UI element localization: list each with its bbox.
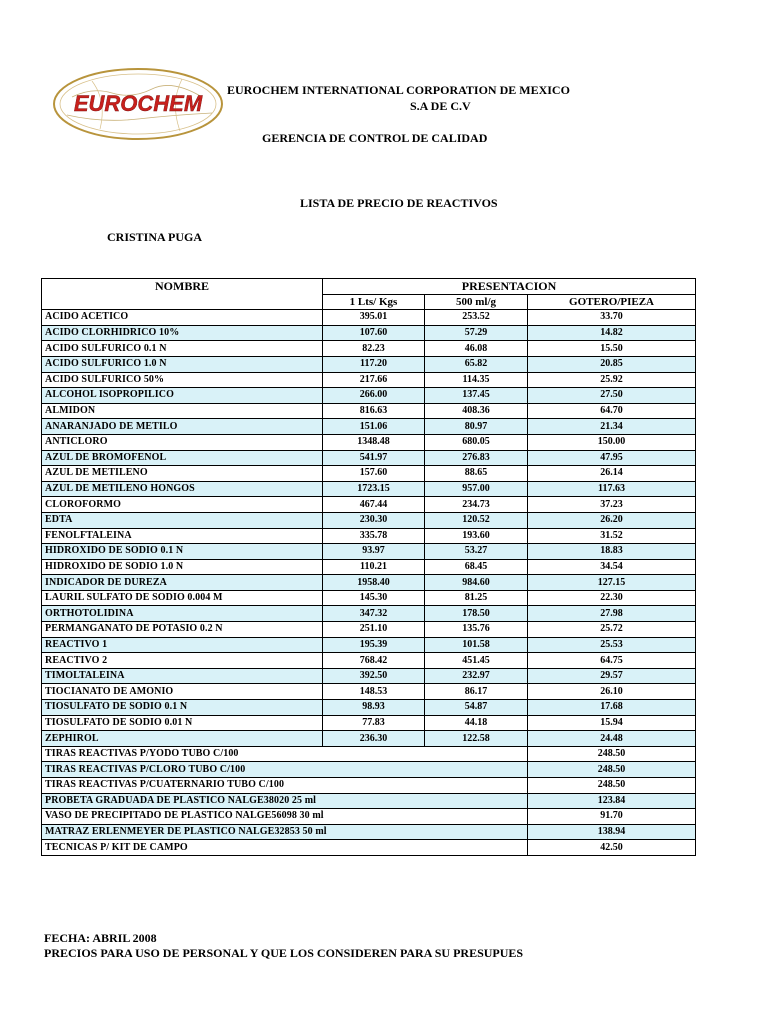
product-name: ALCOHOL ISOPROPILICO — [42, 388, 323, 404]
price-500: 122.58 — [425, 731, 528, 747]
price-1l: 151.06 — [323, 419, 425, 435]
price-500: 234.73 — [425, 497, 528, 513]
price-gotero: 34.54 — [528, 559, 696, 575]
table-row — [42, 466, 696, 482]
table-row — [42, 310, 696, 326]
price-gotero: 127.15 — [528, 575, 696, 591]
product-name: PERMANGANATO DE POTASIO 0.2 N — [42, 622, 323, 638]
price-500: 957.00 — [425, 481, 528, 497]
price-gotero: 26.20 — [528, 512, 696, 528]
eurochem-logo — [52, 67, 224, 141]
price-1l: 768.42 — [323, 653, 425, 669]
price-500: 86.17 — [425, 684, 528, 700]
price-500: 137.45 — [425, 388, 528, 404]
price-500: 114.35 — [425, 372, 528, 388]
price-gotero: 64.70 — [528, 403, 696, 419]
table-row — [42, 809, 696, 825]
product-name: TIOSULFATO DE SODIO 0.1 N — [42, 700, 323, 716]
price-1l: 1348.48 — [323, 434, 425, 450]
header-nombre: NOMBRE — [42, 279, 323, 310]
table-row — [42, 778, 696, 794]
product-name: AZUL DE BROMOFENOL — [42, 450, 323, 466]
table-row — [42, 824, 696, 840]
table-row — [42, 356, 696, 372]
price-500: 120.52 — [425, 512, 528, 528]
table-row — [42, 450, 696, 466]
price-pieza: 138.94 — [528, 824, 696, 840]
company-name: EUROCHEM INTERNATIONAL CORPORATION DE MEXICO — [227, 83, 570, 97]
price-1l: 117.20 — [323, 356, 425, 372]
price-gotero: 37.23 — [528, 497, 696, 513]
price-500: 408.36 — [425, 403, 528, 419]
price-500: 53.27 — [425, 544, 528, 560]
table-row — [42, 512, 696, 528]
product-name: PROBETA GRADUADA DE PLASTICO NALGE38020 25 ml — [42, 793, 528, 809]
table-row — [42, 840, 696, 856]
price-500: 80.97 — [425, 419, 528, 435]
price-1l: 467.44 — [323, 497, 425, 513]
product-name: HIDROXIDO DE SODIO 0.1 N — [42, 544, 323, 560]
price-500: 984.60 — [425, 575, 528, 591]
product-name: EDTA — [42, 512, 323, 528]
product-name: ACIDO SULFURICO 1.0 N — [42, 356, 323, 372]
product-name: ANARANJADO DE METILO — [42, 419, 323, 435]
product-name: HIDROXIDO DE SODIO 1.0 N — [42, 559, 323, 575]
table-row — [42, 793, 696, 809]
price-gotero: 21.34 — [528, 419, 696, 435]
price-gotero: 17.68 — [528, 700, 696, 716]
price-gotero: 24.48 — [528, 731, 696, 747]
table-row — [42, 731, 696, 747]
table-row — [42, 746, 696, 762]
price-1l: 1958.40 — [323, 575, 425, 591]
header-presentacion: PRESENTACION — [323, 279, 696, 295]
price-gotero: 14.82 — [528, 325, 696, 341]
table-row — [42, 419, 696, 435]
price-1l: 266.00 — [323, 388, 425, 404]
product-name: TIRAS REACTIVAS P/YODO TUBO C/100 — [42, 746, 528, 762]
table-row — [42, 622, 696, 638]
price-1l: 541.97 — [323, 450, 425, 466]
table-row — [42, 559, 696, 575]
table-row — [42, 606, 696, 622]
price-1l: 816.63 — [323, 403, 425, 419]
table-row — [42, 653, 696, 669]
price-gotero: 22.30 — [528, 590, 696, 606]
price-1l: 392.50 — [323, 668, 425, 684]
product-name: TIOSULFATO DE SODIO 0.01 N — [42, 715, 323, 731]
price-1l: 157.60 — [323, 466, 425, 482]
product-name: ACIDO CLORHIDRICO 10% — [42, 325, 323, 341]
price-gotero: 117.63 — [528, 481, 696, 497]
price-gotero: 25.72 — [528, 622, 696, 638]
table-row — [42, 341, 696, 357]
footer-note: PRECIOS PARA USO DE PERSONAL Y QUE LOS CONSIDEREN PARA SU PRESUPUES — [44, 946, 524, 960]
price-gotero: 64.75 — [528, 653, 696, 669]
table-row — [42, 481, 696, 497]
price-gotero: 18.83 — [528, 544, 696, 560]
table-row — [42, 434, 696, 450]
contact-person: CRISTINA PUGA — [107, 230, 203, 244]
price-gotero: 15.94 — [528, 715, 696, 731]
logo-text: EUROCHEM — [73, 91, 203, 116]
price-500: 65.82 — [425, 356, 528, 372]
price-gotero: 25.92 — [528, 372, 696, 388]
product-name: ACIDO SULFURICO 0.1 N — [42, 341, 323, 357]
product-name: CLOROFORMO — [42, 497, 323, 513]
table-row — [42, 388, 696, 404]
table-row — [42, 497, 696, 513]
table-row — [42, 684, 696, 700]
price-500: 193.60 — [425, 528, 528, 544]
price-500: 68.45 — [425, 559, 528, 575]
product-name: MATRAZ ERLENMEYER DE PLASTICO NALGE32853 50 ml — [42, 824, 528, 840]
price-500: 101.58 — [425, 637, 528, 653]
product-name: VASO DE PRECIPITADO DE PLASTICO NALGE56098 30 ml — [42, 809, 528, 825]
product-name: INDICADOR DE DUREZA — [42, 575, 323, 591]
price-gotero: 31.52 — [528, 528, 696, 544]
price-500: 276.83 — [425, 450, 528, 466]
product-name: ACIDO SULFURICO 50% — [42, 372, 323, 388]
product-name: FENOLFTALEINA — [42, 528, 323, 544]
price-pieza: 91.70 — [528, 809, 696, 825]
price-gotero: 27.50 — [528, 388, 696, 404]
table-row — [42, 372, 696, 388]
table-row — [42, 590, 696, 606]
price-gotero: 29.57 — [528, 668, 696, 684]
price-1l: 236.30 — [323, 731, 425, 747]
price-1l: 82.23 — [323, 341, 425, 357]
product-name: TIMOLTALEINA — [42, 668, 323, 684]
table-body — [42, 310, 696, 856]
table-row — [42, 637, 696, 653]
price-gotero: 33.70 — [528, 310, 696, 326]
price-pieza: 123.84 — [528, 793, 696, 809]
price-gotero: 26.14 — [528, 466, 696, 482]
product-name: ALMIDON — [42, 403, 323, 419]
product-name: TECNICAS P/ KIT DE CAMPO — [42, 840, 528, 856]
department: GERENCIA DE CONTROL DE CALIDAD — [262, 131, 488, 145]
table-row — [42, 575, 696, 591]
price-500: 178.50 — [425, 606, 528, 622]
price-1l: 217.66 — [323, 372, 425, 388]
price-gotero: 26.10 — [528, 684, 696, 700]
price-gotero: 47.95 — [528, 450, 696, 466]
price-gotero: 27.98 — [528, 606, 696, 622]
table-row — [42, 762, 696, 778]
price-1l: 148.53 — [323, 684, 425, 700]
price-500: 81.25 — [425, 590, 528, 606]
price-1l: 98.93 — [323, 700, 425, 716]
price-1l: 110.21 — [323, 559, 425, 575]
product-name: TIOCIANATO DE AMONIO — [42, 684, 323, 700]
product-name: ANTICLORO — [42, 434, 323, 450]
price-gotero: 25.53 — [528, 637, 696, 653]
price-500: 135.76 — [425, 622, 528, 638]
price-500: 44.18 — [425, 715, 528, 731]
date-label: FECHA: ABRIL 2008 — [44, 931, 157, 945]
price-500: 680.05 — [425, 434, 528, 450]
price-1l: 230.30 — [323, 512, 425, 528]
product-name: ACIDO ACETICO — [42, 310, 323, 326]
product-name: AZUL DE METILENO — [42, 466, 323, 482]
table-row — [42, 528, 696, 544]
product-name: REACTIVO 2 — [42, 653, 323, 669]
header-1l: 1 Lts/ Kgs — [323, 294, 425, 310]
price-1l: 335.78 — [323, 528, 425, 544]
document-title: LISTA DE PRECIO DE REACTIVOS — [300, 196, 498, 210]
price-500: 451.45 — [425, 653, 528, 669]
table-row — [42, 325, 696, 341]
price-500: 232.97 — [425, 668, 528, 684]
product-name: TIRAS REACTIVAS P/CUATERNARIO TUBO C/100 — [42, 778, 528, 794]
table-row — [42, 668, 696, 684]
price-table — [41, 278, 696, 856]
price-1l: 145.30 — [323, 590, 425, 606]
price-1l: 77.83 — [323, 715, 425, 731]
price-gotero: 150.00 — [528, 434, 696, 450]
price-gotero: 20.85 — [528, 356, 696, 372]
price-1l: 347.32 — [323, 606, 425, 622]
table-row — [42, 403, 696, 419]
header-500: 500 ml/g — [425, 294, 528, 310]
price-500: 46.08 — [425, 341, 528, 357]
product-name: ZEPHIROL — [42, 731, 323, 747]
price-1l: 93.97 — [323, 544, 425, 560]
price-500: 57.29 — [425, 325, 528, 341]
header-gotero: GOTERO/PIEZA — [528, 294, 696, 310]
product-name: LAURIL SULFATO DE SODIO 0.004 M — [42, 590, 323, 606]
price-500: 54.87 — [425, 700, 528, 716]
price-pieza: 42.50 — [528, 840, 696, 856]
price-1l: 195.39 — [323, 637, 425, 653]
product-name: AZUL DE METILENO HONGOS — [42, 481, 323, 497]
product-name: TIRAS REACTIVAS P/CLORO TUBO C/100 — [42, 762, 528, 778]
price-1l: 251.10 — [323, 622, 425, 638]
company-suffix: S.A DE C.V — [410, 99, 471, 113]
table-row — [42, 700, 696, 716]
price-gotero: 15.50 — [528, 341, 696, 357]
price-pieza: 248.50 — [528, 762, 696, 778]
product-name: REACTIVO 1 — [42, 637, 323, 653]
price-pieza: 248.50 — [528, 778, 696, 794]
price-1l: 1723.15 — [323, 481, 425, 497]
product-name: ORTHOTOLIDINA — [42, 606, 323, 622]
price-500: 253.52 — [425, 310, 528, 326]
price-1l: 107.60 — [323, 325, 425, 341]
table-row — [42, 715, 696, 731]
price-pieza: 248.50 — [528, 746, 696, 762]
table-row — [42, 544, 696, 560]
price-500: 88.65 — [425, 466, 528, 482]
price-1l: 395.01 — [323, 310, 425, 326]
